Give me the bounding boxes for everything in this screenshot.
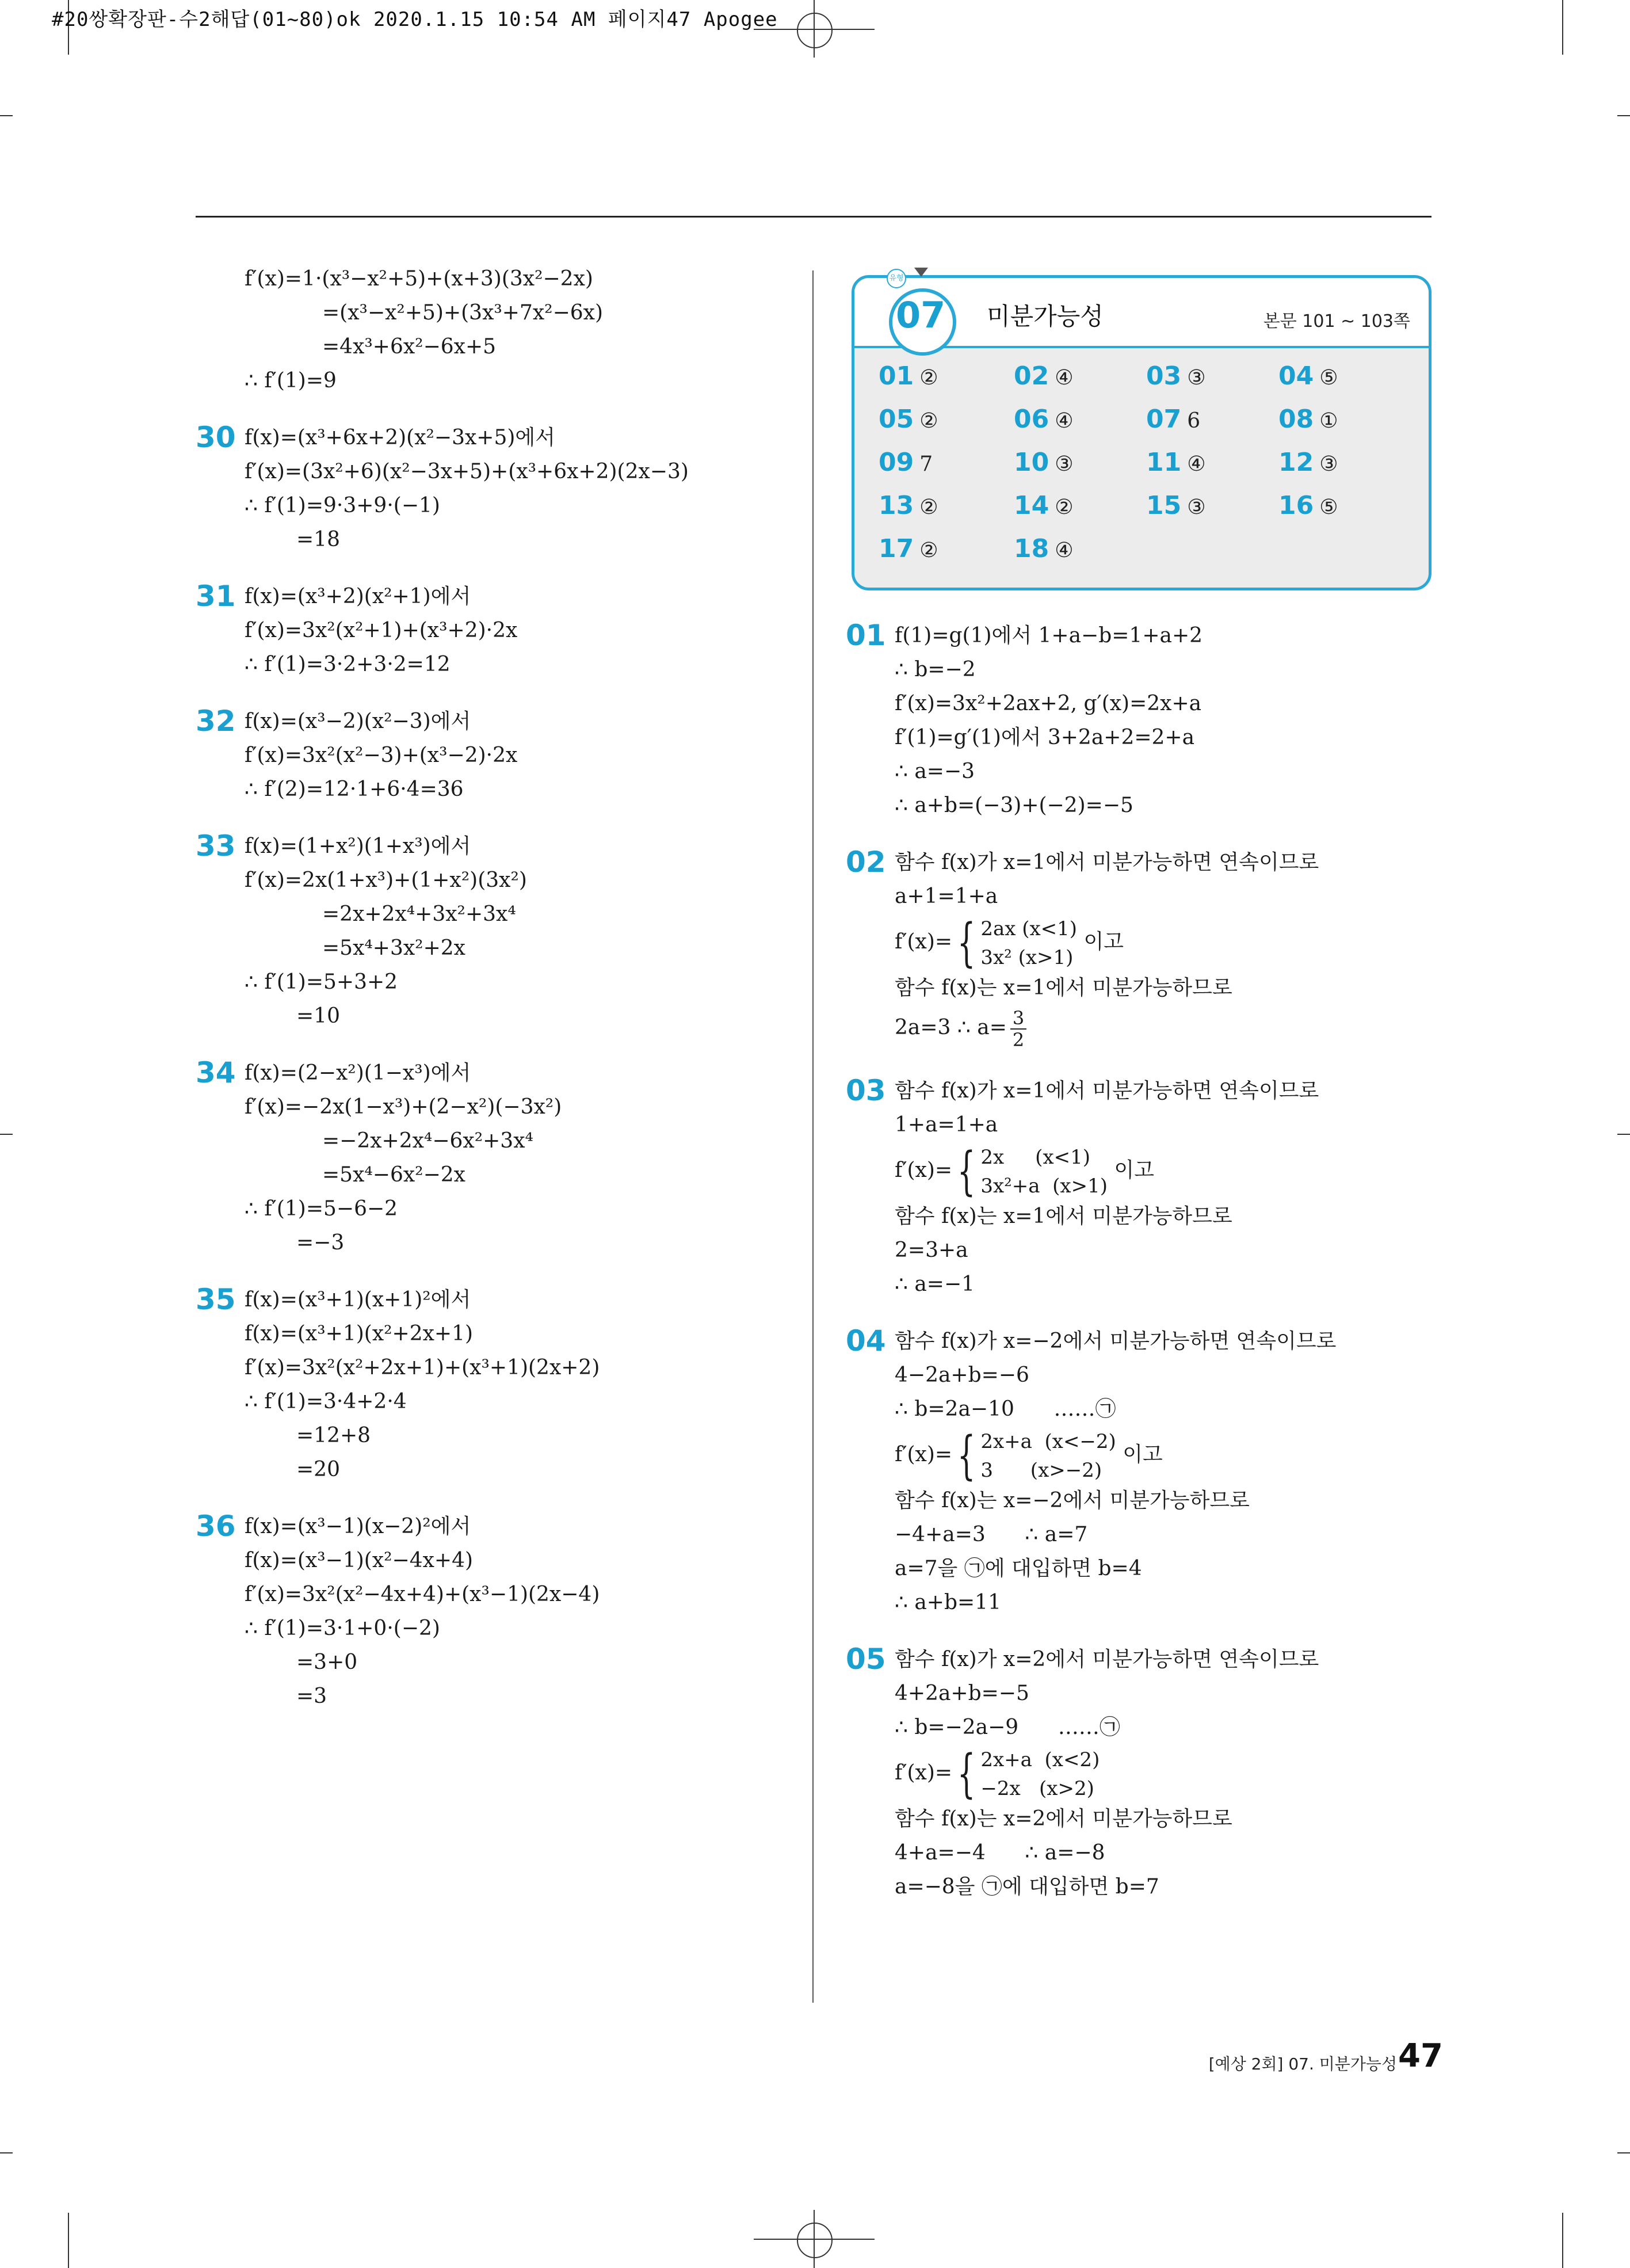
math-line: 2=3+a: [895, 1238, 968, 1262]
registration-mark: [797, 2223, 833, 2258]
answer-item: [1146, 405, 1273, 434]
math-line: =4x³+6x²−6x+5: [322, 335, 497, 359]
fraction: [1010, 1008, 1026, 1050]
answer-item: [1014, 405, 1140, 434]
math-line: =12+8: [296, 1424, 371, 1447]
crop-mark: [1562, 0, 1563, 55]
answer-item: [1014, 448, 1140, 477]
registration-mark: [754, 2239, 875, 2240]
answer-item: [879, 491, 1005, 520]
math-line: a+1=1+a: [895, 885, 998, 908]
math-line: f′(x)=3x²(x²−3)+(x³−2)·2x: [245, 744, 518, 767]
problem-number: 01: [846, 619, 886, 652]
answer-number: 04: [1278, 361, 1314, 391]
top-rule: [196, 216, 1432, 218]
answer-item: [879, 448, 1005, 477]
math-line: ∴ b=2a−10 ……㉠: [895, 1397, 1116, 1421]
math-line: ∴ f′(1)=9·3+9·(−1): [245, 494, 440, 517]
text-line: 함수 f(x)가 x=1에서 미분가능하면 연속이므로: [895, 851, 1319, 874]
answer-value: ②: [919, 539, 938, 562]
answer-item: [879, 361, 1005, 391]
math-line: ∴ f′(1)=3·2+3·2=12: [245, 653, 451, 676]
answer-value: ②: [919, 366, 938, 390]
math-line: =−2x+2x⁴−6x²+3x⁴: [322, 1129, 533, 1153]
text-line: a=7을 ㉠에 대입하면 b=4: [895, 1557, 1142, 1580]
math-line: 4+2a+b=−5: [895, 1682, 1029, 1705]
page-reference: 본문 101 ~ 103쪽: [1263, 311, 1410, 331]
answer-number: 16: [1278, 491, 1314, 520]
section-title: 미분가능성: [987, 302, 1104, 330]
answer-number: 06: [1014, 405, 1049, 434]
math-text: 2a=3 ∴ a=: [895, 1016, 1007, 1039]
case-2: −2x (x>2): [980, 1777, 1094, 1800]
crop-mark: [0, 2152, 13, 2153]
answer-item: [1146, 361, 1273, 391]
section-number: 07: [896, 294, 946, 336]
case-2: 3 (x>−2): [980, 1459, 1102, 1482]
answer-number: 03: [1146, 361, 1182, 391]
answer-number: 14: [1014, 491, 1049, 520]
case-1: 2x+a (x<−2): [980, 1430, 1116, 1453]
answer-number: 09: [879, 448, 914, 477]
text-line: 함수 f(x)가 x=1에서 미분가능하면 연속이므로: [895, 1079, 1319, 1103]
answer-number: 11: [1146, 448, 1182, 477]
problem-33: [196, 829, 794, 1033]
answer-value: ⑤: [1319, 366, 1338, 390]
crop-mark: [0, 1134, 13, 1135]
problem-30: [196, 421, 794, 556]
math-line: 4−2a+b=−6: [895, 1363, 1029, 1387]
math-line: f(x)=(x³+1)(x+1)²에서: [245, 1288, 471, 1312]
text-line: 함수 f(x)가 x=2에서 미분가능하면 연속이므로: [895, 1648, 1319, 1671]
problem-32: [196, 704, 794, 806]
answer-number: 07: [1146, 405, 1182, 434]
math-line: f(x)=(x³−1)(x−2)²에서: [245, 1515, 471, 1538]
column-divider: [812, 270, 814, 2003]
math-line: =−3: [296, 1231, 345, 1255]
answer-value: ②: [919, 409, 938, 433]
answer-item: [1278, 405, 1405, 434]
math-line: =18: [296, 528, 340, 551]
brace-icon: {: [957, 1744, 976, 1804]
answer-value: ③: [1187, 495, 1206, 519]
crop-mark: [1617, 1134, 1630, 1135]
answer-key-box: [852, 275, 1432, 590]
math-line: f′(x)=1·(x³−x²+5)+(x+3)(3x²−2x): [245, 267, 593, 291]
crop-mark: [1617, 2152, 1630, 2153]
math-line: ∴ f′(1)=5+3+2: [245, 970, 398, 994]
math-line: f′(x)=3x²+2ax+2, g′(x)=2x+a: [895, 692, 1202, 715]
math-line: =5x⁴−6x²−2x: [322, 1163, 465, 1187]
problem-number: 03: [846, 1074, 886, 1107]
math-line: ∴ b=−2a−9 ……㉠: [895, 1716, 1120, 1739]
problem-number: 30: [196, 421, 236, 454]
math-line: =3+0: [296, 1651, 358, 1674]
math-line: =(x³−x²+5)+(3x³+7x²−6x): [322, 301, 604, 325]
problem-number: 35: [196, 1283, 236, 1316]
text-line: 함수 f(x)가 x=−2에서 미분가능하면 연속이므로: [895, 1329, 1337, 1353]
answer-value: ④: [1055, 366, 1074, 390]
answer-value: ③: [1319, 452, 1338, 476]
brace-icon: {: [957, 1141, 976, 1202]
crop-mark: [1617, 115, 1630, 116]
answer-item: [1278, 448, 1405, 477]
answer-number: 12: [1278, 448, 1314, 477]
case-2: 3x²+a (x>1): [980, 1175, 1108, 1198]
answer-key-header: [854, 274, 1429, 348]
math-line: ∴ f′(1)=9: [245, 369, 337, 392]
intro-solution: [196, 262, 794, 398]
answer-item: [879, 534, 1005, 563]
math-line: −4+a=3 ∴ a=7: [895, 1523, 1088, 1546]
answer-value: ②: [919, 495, 938, 519]
brace-icon: {: [957, 1425, 976, 1486]
problem-36: [196, 1510, 794, 1713]
derivative-label: f′(x)=: [895, 1761, 953, 1785]
problem-number: 33: [196, 829, 236, 863]
answer-number: 02: [1014, 361, 1049, 391]
math-line: =20: [296, 1458, 340, 1481]
math-line: f(x)=(2−x²)(1−x³)에서: [245, 1061, 471, 1085]
math-line: f(x)=(x³+6x+2)(x²−3x+5)에서: [245, 426, 555, 449]
answer-number: 10: [1014, 448, 1049, 477]
answer-value: ⑤: [1319, 495, 1338, 519]
left-column: [196, 262, 794, 1736]
pin-icon: [914, 268, 928, 277]
answer-item: [1014, 534, 1140, 563]
problem-35: [196, 1283, 794, 1486]
case-1: 2ax (x<1): [980, 917, 1078, 940]
tail-text: 이고: [1114, 1158, 1154, 1182]
math-line: ∴ a+b=11: [895, 1591, 1001, 1614]
math-line: 1+a=1+a: [895, 1113, 998, 1137]
type-tag: 유형: [887, 269, 906, 288]
answer-number: 01: [879, 361, 914, 391]
answer-value: ①: [1319, 409, 1338, 433]
math-line: f(x)=(1+x²)(1+x³)에서: [245, 834, 471, 858]
math-line: f′(x)=−2x(1−x³)+(2−x²)(−3x²): [245, 1095, 562, 1119]
tail-text: 이고: [1123, 1443, 1163, 1466]
piecewise-line: [895, 1744, 1444, 1802]
answer-item: [1014, 491, 1140, 520]
answer-number: 15: [1146, 491, 1182, 520]
math-line: ∴ f′(2)=12·1+6·4=36: [245, 777, 464, 801]
math-line: [895, 1005, 1444, 1051]
answer-value: ④: [1055, 539, 1074, 562]
answer-item: [1014, 361, 1140, 391]
answer-item: [879, 405, 1005, 434]
derivative-label: f′(x)=: [895, 1443, 953, 1466]
math-line: f′(x)=(3x²+6)(x²−3x+5)+(x³+6x+2)(2x−3): [245, 460, 689, 483]
brace-icon: {: [957, 913, 976, 973]
answer-number: 05: [879, 405, 914, 434]
registration-mark: [797, 13, 833, 48]
text-line: 함수 f(x)는 x=1에서 미분가능하므로: [895, 1204, 1232, 1228]
math-line: f′(x)=3x²(x²−4x+4)+(x³−1)(2x−4): [245, 1583, 600, 1606]
answer-item: [1278, 491, 1405, 520]
problem-34: [196, 1056, 794, 1260]
math-line: =10: [296, 1004, 340, 1028]
answer-number: 17: [879, 534, 914, 563]
text-line: 함수 f(x)는 x=2에서 미분가능하므로: [895, 1807, 1232, 1831]
answer-value: ③: [1187, 366, 1206, 390]
text-line: 함수 f(x)는 x=−2에서 미분가능하므로: [895, 1489, 1250, 1512]
right-column: [846, 619, 1444, 1927]
math-line: =5x⁴+3x²+2x: [322, 936, 465, 960]
answer-value: ②: [1055, 495, 1074, 519]
problem-04: [846, 1324, 1444, 1619]
problem-number: 02: [846, 845, 886, 879]
numerator: 3: [1010, 1008, 1026, 1030]
answer-value: ④: [1187, 452, 1206, 476]
problem-number: 31: [196, 580, 236, 613]
case-2: 3x² (x>1): [980, 946, 1074, 969]
text-line: 함수 f(x)는 x=1에서 미분가능하므로: [895, 976, 1232, 1000]
crop-mark: [68, 2213, 69, 2268]
math-line: f′(x)=2x(1+x³)+(1+x²)(3x²): [245, 868, 527, 892]
problem-number: 36: [196, 1510, 236, 1543]
math-line: f′(x)=3x²(x²+1)+(x³+2)·2x: [245, 619, 518, 642]
answer-value: 7: [919, 452, 933, 476]
math-line: f(x)=(x³−2)(x²−3)에서: [245, 710, 471, 733]
problem-31: [196, 580, 794, 681]
math-line: f(x)=(x³−1)(x²−4x+4): [245, 1549, 474, 1572]
denominator: 2: [1012, 1029, 1025, 1051]
derivative-label: f′(x)=: [895, 1158, 953, 1182]
math-line: f′(x)=3x²(x²+2x+1)+(x³+1)(2x+2): [245, 1356, 600, 1379]
math-line: 4+a=−4 ∴ a=−8: [895, 1841, 1105, 1865]
math-line: ∴ b=−2: [895, 658, 976, 681]
problem-05: [846, 1642, 1444, 1904]
case-1: 2x+a (x<2): [980, 1748, 1100, 1771]
math-line: ∴ a=−1: [895, 1272, 975, 1296]
math-line: f(x)=(x³+2)(x²+1)에서: [245, 585, 471, 608]
footer-section-label: [예상 2회] 07. 미분가능성: [1208, 2054, 1397, 2073]
piecewise-line: [895, 913, 1444, 971]
answer-number: 13: [879, 491, 914, 520]
derivative-label: f′(x)=: [895, 930, 953, 954]
answer-number: 18: [1014, 534, 1049, 563]
math-line: ∴ f′(1)=3·4+2·4: [245, 1390, 407, 1413]
piecewise-line: [895, 1426, 1444, 1484]
problem-number: 04: [846, 1324, 886, 1358]
answer-value: ③: [1055, 452, 1074, 476]
problem-01: [846, 619, 1444, 822]
math-line: f′(1)=g′(1)에서 3+2a+2=2+a: [895, 726, 1195, 749]
math-line: ∴ f′(1)=5−6−2: [245, 1197, 398, 1221]
answer-item: [1278, 361, 1405, 391]
problem-number: 34: [196, 1056, 236, 1089]
problem-number: 05: [846, 1642, 886, 1676]
problem-03: [846, 1074, 1444, 1301]
answer-number: 08: [1278, 405, 1314, 434]
case-1: 2x (x<1): [980, 1146, 1090, 1169]
text-line: a=−8을 ㉠에 대입하면 b=7: [895, 1875, 1159, 1899]
tail-text: 이고: [1083, 930, 1124, 954]
math-line: =3: [296, 1684, 327, 1708]
print-header: #20쌍확장판-수2해답(01~80)ok 2020.1.15 10:54 AM 페이지47 Apogee: [52, 8, 778, 31]
answer-item: [1146, 448, 1273, 477]
crop-mark: [1562, 2213, 1563, 2268]
answer-item: [1146, 491, 1273, 520]
math-line: f(1)=g(1)에서 1+a−b=1+a+2: [895, 624, 1203, 647]
crop-mark: [0, 115, 13, 116]
problem-number: 32: [196, 704, 236, 738]
math-line: =2x+2x⁴+3x²+3x⁴: [322, 902, 516, 926]
problem-02: [846, 845, 1444, 1051]
math-line: ∴ a=−3: [895, 760, 975, 783]
answer-value: ④: [1055, 409, 1074, 433]
answer-value: 6: [1187, 409, 1201, 433]
piecewise-line: [895, 1141, 1444, 1202]
math-line: ∴ f′(1)=3·1+0·(−2): [245, 1617, 440, 1640]
page-number: 47: [1398, 2037, 1443, 2075]
math-line: ∴ a+b=(−3)+(−2)=−5: [895, 794, 1133, 817]
math-line: f(x)=(x³+1)(x²+2x+1): [245, 1322, 474, 1345]
